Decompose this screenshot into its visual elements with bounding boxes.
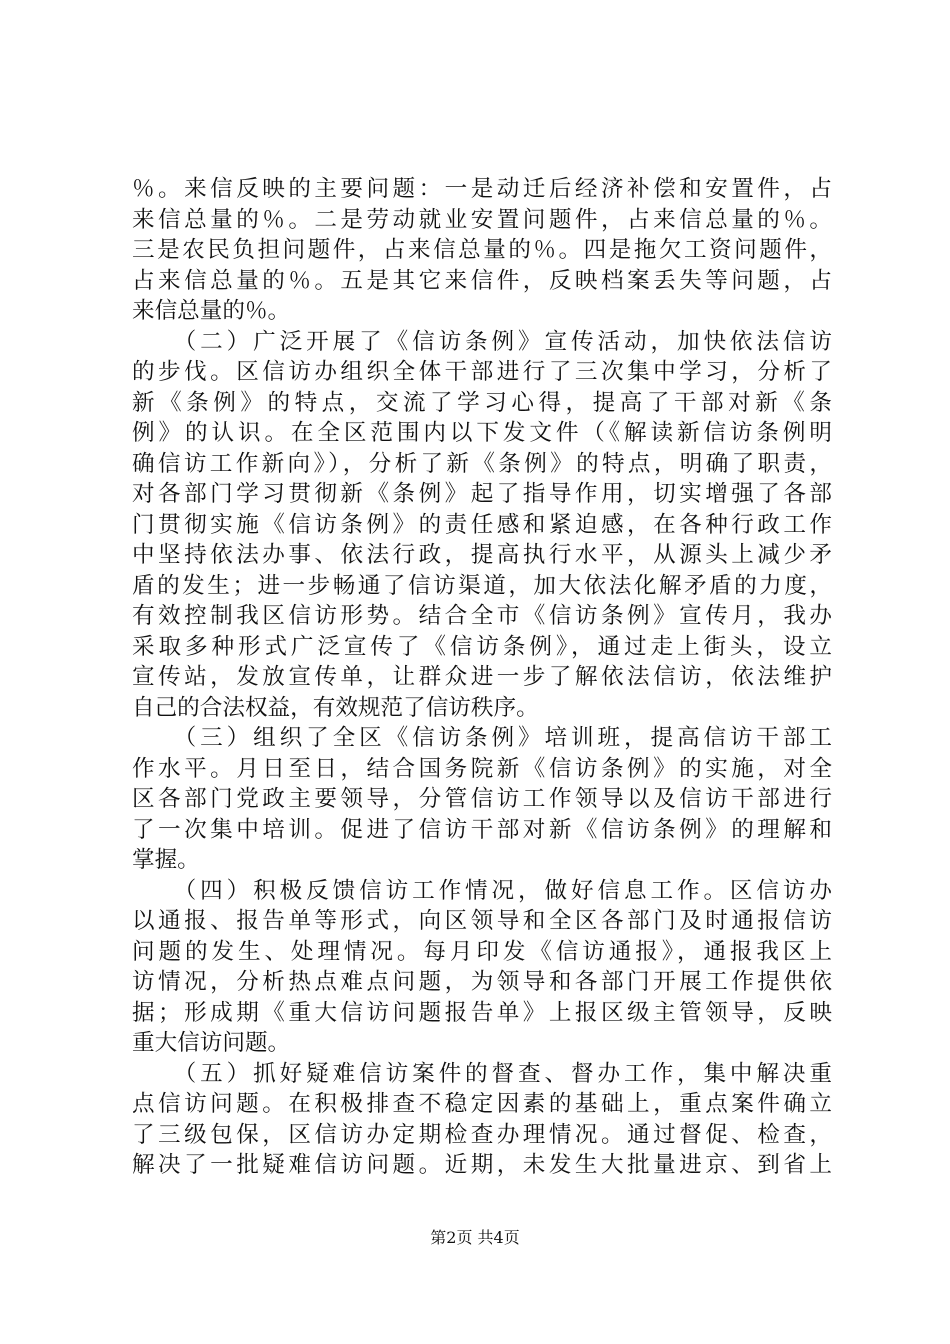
text-line: 区各部门党政主要领导，分管信访工作领导以及信访干部进行 [132, 786, 832, 812]
text-line: 了三级包保，区信访办定期检查办理情况。通过督促、检查， [132, 1121, 832, 1148]
text-line: 确信访工作新向》），分析了新《条例》的特点，明确了职责， [132, 450, 832, 477]
text-line: 作水平。月日至日，结合国务院新《信访条例》的实施，对全 [132, 755, 832, 782]
text-line: 来信总量的％。 [132, 298, 291, 324]
text-line: 采取多种形式广泛宣传了《信访条例》，通过走上街头，设立 [132, 633, 832, 660]
text-line: 重大信访问题。 [132, 1030, 291, 1056]
text-line: 访情况，分析热点难点问题，为领导和各部门开展工作提供依 [132, 969, 832, 995]
text-line: 对各部门学习贯彻新《条例》起了指导作用，切实增强了各部 [132, 481, 832, 507]
text-line: 自己的合法权益，有效规范了信访秩序。 [132, 694, 539, 721]
text-line: 来信总量的％。二是劳动就业安置问题件，占来信总量的％。 [132, 206, 832, 233]
text-line: 掌握。 [132, 847, 200, 873]
text-line: 的步伐。区信访办组织全体干部进行了三次集中学习，分析了 [132, 359, 832, 385]
text-line: ％。来信反映的主要问题：一是动迁后经济补偿和安置件，占 [132, 176, 832, 202]
text-line: （二）广泛开展了《信访条例》宣传活动，加快依法信访 [132, 328, 832, 355]
text-line: 占来信总量的％。五是其它来信件，反映档案丢失等问题，占 [132, 267, 832, 294]
text-line: （五）抓好疑难信访案件的督查、督办工作，集中解决重 [132, 1060, 832, 1087]
text-line: 新《条例》的特点，交流了学习心得，提高了干部对新《条 [132, 389, 832, 416]
text-line: 例》的认识。在全区范围内以下发文件（《解读新信访条例明 [132, 420, 832, 446]
document-body [132, 174, 832, 1181]
text-line: 盾的发生；进一步畅通了信访渠道，加大依法化解矛盾的力度， [132, 572, 832, 599]
text-line: 点信访问题。在积极排查不稳定因素的基础上，重点案件确立 [132, 1091, 832, 1117]
text-line: 了一次集中培训。促进了信访干部对新《信访条例》的理解和 [132, 816, 832, 843]
page-footer: 第2页 共4页 [430, 1228, 520, 1247]
text-line: 门贯彻实施《信访条例》的责任感和紧迫感，在各种行政工作 [132, 511, 832, 538]
text-line: 问题的发生、处理情况。每月印发《信访通报》，通报我区上 [132, 938, 832, 965]
text-line: （三）组织了全区《信访条例》培训班，提高信访干部工 [132, 725, 832, 751]
text-line: 有效控制我区信访形势。结合全市《信访条例》宣传月，我办 [132, 603, 832, 629]
text-line: 三是农民负担问题件，占来信总量的％。四是拖欠工资问题件， [132, 237, 832, 263]
text-line: 据；形成期《重大信访问题报告单》上报区级主管领导，反映 [132, 999, 832, 1026]
text-line: （四）积极反馈信访工作情况，做好信息工作。区信访办 [132, 877, 832, 904]
text-line: 中坚持依法办事、依法行政，提高执行水平，从源头上减少矛 [132, 542, 832, 568]
text-line: 宣传站，发放宣传单，让群众进一步了解依法信访，依法维护 [132, 664, 832, 690]
text-line: 以通报、报告单等形式，向区领导和全区各部门及时通报信访 [132, 908, 832, 934]
text-line: 解决了一批疑难信访问题。近期，未发生大批量进京、到省上 [132, 1152, 832, 1178]
